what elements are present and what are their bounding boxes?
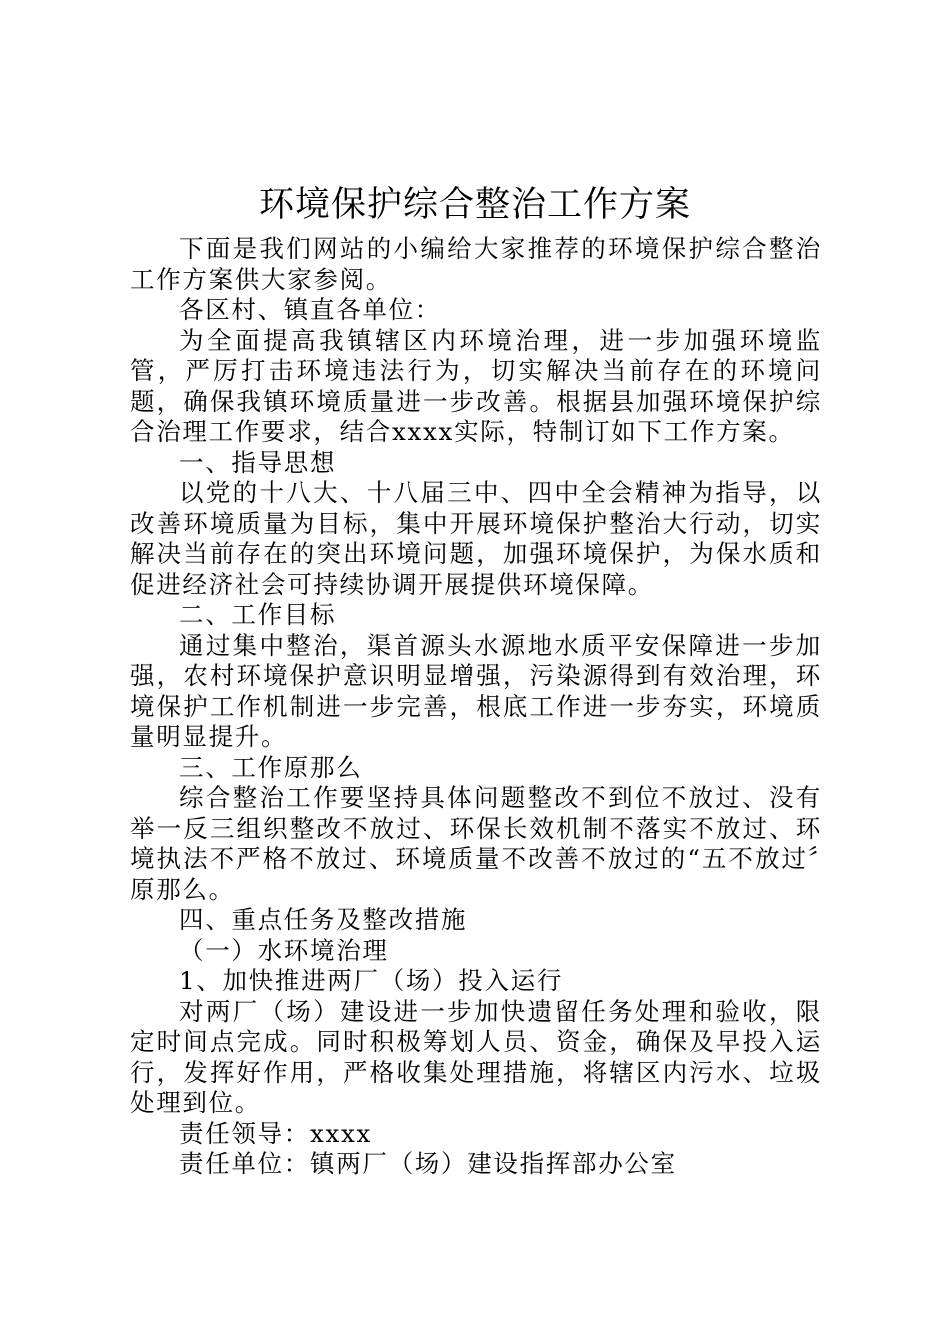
- guiding-thought-paragraph: 以党的十八大、十八届三中、四中全会精神为指导，以改善环境质量为目标，集中开展环境保护整治大行动，切实解决当前存在的突出环境问题，加强环境保护，为保水质和促进经济社会可持续协调开展提供环境保障。: [130, 478, 822, 599]
- document-body: [130, 234, 822, 1180]
- item-heading-plants: 1、加快推进两厂（场）投入运行: [179, 966, 564, 995]
- principles-paragraph: 综合整治工作要坚持具体问题整改不到位不放过、没有举一反三组织整改不放过、环保长效机制不落实不放过、环境执法不严格不放过、环境质量不改善不放过的“五不放过〞原那么。: [130, 783, 822, 904]
- subsection-heading-water: （一）水环境治理: [179, 935, 389, 965]
- intro-paragraph: 下面是我们网站的小编给大家推荐的环境保护综合整治工作方案供大家参阅。: [130, 234, 822, 294]
- salutation: 各区村、镇直各单位：: [179, 295, 441, 324]
- section-heading-guiding-thought: 一、指导思想: [179, 447, 337, 477]
- work-goals-paragraph: 通过集中整治，渠首源头水源地水质平安保障进一步加强，农村环境保护意识明显增强，污染源得到有效治理，环境保护工作机制进一步完善，根底工作进一步夯实，环境质量明显提升。: [130, 630, 822, 751]
- responsible-leader: 责任领导：xxxx: [179, 1118, 373, 1148]
- section-heading-principles: 三、工作原那么: [179, 752, 363, 782]
- section-heading-work-goals: 二、工作目标: [179, 600, 337, 629]
- document-title: 环境保护综合整治工作方案: [258, 185, 691, 225]
- section-heading-key-tasks: 四、重点任务及整改措施: [179, 905, 468, 934]
- plants-paragraph: 对两厂（场）建设进一步加快遗留任务处理和验收，限定时间点完成。同时积极筹划人员、资金，确保及早投入运行，发挥好作用，严格收集处理措施，将辖区内污水、垃圾处理到位。: [130, 996, 822, 1117]
- responsible-unit: 责任单位：镇两厂（场）建设指挥部办公室: [179, 1149, 677, 1178]
- purpose-paragraph: 为全面提高我镇辖区内环境治理，进一步加强环境监管，严厉打击环境违法行为，切实解决当前存在的环境问题，确保我镇环境质量进一步改善。根据县加强环境保护综合治理工作要求，结合xxxx实际，特制订如下工作方案。: [130, 325, 822, 446]
